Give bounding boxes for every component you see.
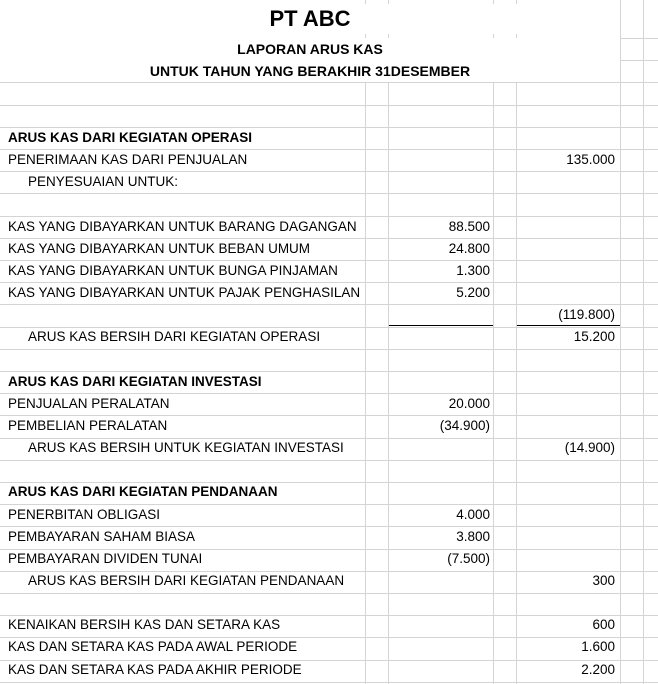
detail-amount	[389, 592, 490, 614]
grid-hline	[0, 682, 658, 683]
total-amount	[517, 459, 615, 481]
total-amount	[517, 282, 615, 304]
detail-amount	[389, 614, 490, 636]
row-label: KENAIKAN BERSIH KAS DAN SETARA KAS	[8, 617, 281, 632]
detail-amount	[389, 127, 490, 149]
total-amount: 300	[592, 573, 615, 588]
detail-amount: 1.300	[456, 263, 490, 278]
total-amount	[517, 415, 615, 437]
detail-amount: 4.000	[456, 507, 490, 522]
row-label: KAS YANG DIBAYARKAN UNTUK BARANG DAGANGAN	[8, 219, 357, 234]
total-amount	[517, 216, 615, 238]
detail-amount: 88.500	[448, 219, 490, 234]
row-label: ARUS KAS BERSIH DARI KEGIATAN OPERASI	[28, 329, 321, 344]
detail-amount: 20.000	[448, 396, 490, 411]
total-amount	[517, 393, 615, 415]
detail-amount: 5.200	[456, 285, 490, 300]
row-label: KAS YANG DIBAYARKAN UNTUK PAJAK PENGHASILAN	[8, 285, 361, 300]
row-label: PENERBITAN OBLIGASI	[8, 507, 161, 522]
row-label: PENJUALAN PERALATAN	[8, 396, 170, 411]
row-label: ARUS KAS BERSIH DARI KEGIATAN PENDANAAN	[28, 573, 345, 588]
detail-amount	[389, 193, 490, 215]
section-heading: ARUS KAS DARI KEGIATAN PENDANAAN	[8, 484, 278, 499]
detail-amount	[389, 481, 490, 503]
detail-amount: (34.900)	[439, 418, 490, 433]
detail-amount	[389, 149, 490, 171]
total-amount	[517, 548, 615, 570]
row-label: PENYESUAIAN UNTUK:	[28, 174, 179, 189]
total-amount	[517, 371, 615, 393]
total-amount	[517, 260, 615, 282]
detail-amount	[389, 326, 490, 348]
total-amount: 600	[592, 617, 615, 632]
row-label: ARUS KAS BERSIH UNTUK KEGIATAN INVESTASI	[28, 440, 344, 455]
grid-hline	[0, 105, 658, 106]
detail-amount	[389, 371, 490, 393]
row-label: PEMBELIAN PERALATAN	[8, 418, 168, 433]
total-amount	[517, 504, 615, 526]
total-amount	[517, 592, 615, 614]
total-amount: (14.900)	[564, 440, 615, 455]
total-amount: 1.600	[581, 639, 615, 654]
report-period: UNTUK TAHUN YANG BERAKHIR 31DESEMBER	[0, 60, 620, 82]
total-amount: 15.200	[573, 329, 615, 344]
total-amount	[517, 526, 615, 548]
total-amount	[517, 238, 615, 260]
grid-vline	[365, 0, 366, 684]
row-label: PENERIMAAN KAS DARI PENJUALAN	[8, 152, 248, 167]
section-heading: ARUS KAS DARI KEGIATAN OPERASI	[8, 130, 253, 145]
row-label: PEMBAYARAN DIVIDEN TUNAI	[8, 551, 203, 566]
total-amount	[517, 127, 615, 149]
total-amount	[517, 349, 615, 371]
row-label: KAS YANG DIBAYARKAN UNTUK BUNGA PINJAMAN	[8, 263, 338, 278]
total-amount: (119.800)	[558, 307, 615, 322]
total-amount	[517, 193, 615, 215]
section-heading: ARUS KAS DARI KEGIATAN INVESTASI	[8, 374, 262, 389]
detail-amount	[389, 659, 490, 681]
total-amount: 2.200	[581, 662, 615, 677]
total-amount	[517, 171, 615, 193]
detail-amount	[389, 304, 490, 326]
detail-amount	[389, 570, 490, 592]
row-label: PEMBAYARAN SAHAM BIASA	[8, 529, 196, 544]
grid-vline	[493, 0, 494, 684]
detail-amount: (7.500)	[447, 551, 490, 566]
detail-amount: 24.800	[448, 241, 490, 256]
grid-hline	[0, 82, 658, 83]
grid-vline	[620, 0, 621, 684]
subtotal-underline	[389, 325, 493, 326]
total-underline	[517, 325, 620, 326]
detail-amount	[389, 349, 490, 371]
report-title: LAPORAN ARUS KAS	[0, 38, 620, 60]
detail-amount	[389, 437, 490, 459]
row-label: KAS YANG DIBAYARKAN UNTUK BEBAN UMUM	[8, 241, 311, 256]
row-label: KAS DAN SETARA KAS PADA AWAL PERIODE	[8, 639, 298, 654]
company-title: PT ABC	[0, 4, 620, 34]
detail-amount: 3.800	[456, 529, 490, 544]
detail-amount	[389, 171, 490, 193]
detail-amount	[389, 636, 490, 658]
grid-vline	[643, 0, 644, 684]
total-amount	[517, 481, 615, 503]
detail-amount	[389, 459, 490, 481]
total-amount: 135.000	[566, 152, 615, 167]
row-label: KAS DAN SETARA KAS PADA AKHIR PERIODE	[8, 662, 302, 677]
